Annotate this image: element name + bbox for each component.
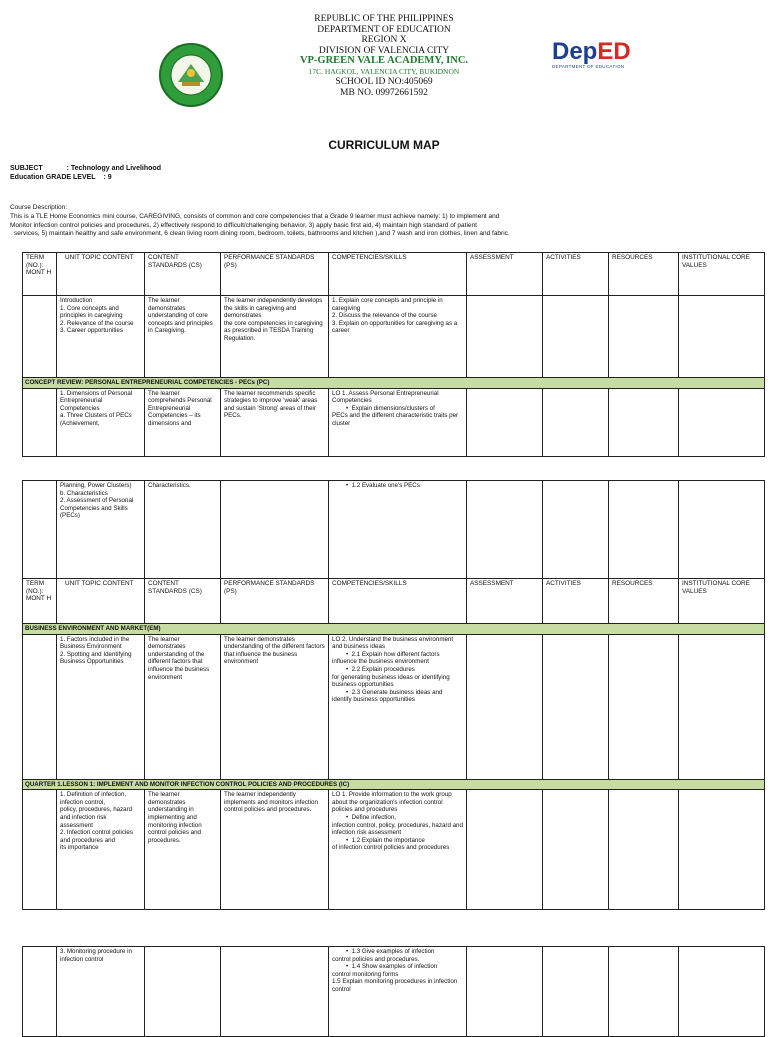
table-row [23,947,765,1037]
course-description [10,204,758,239]
course-desc-line: services, 5) maintain healthy and safe environment, 6 clean living room dining room, bedroom, toilets, bathrooms and kitchen ),and 7 wash and iron clothes, linen and fabric. [14,230,510,238]
col-activities: ACTIVITIES [543,253,609,296]
curriculum-table-3 [22,946,765,1037]
section-band: BUSINESS ENVIRONMENT AND MARKET(EM) [23,624,765,635]
col-unit: UNIT TOPIC CONTENT [57,253,145,296]
competency-cell: LO 1. Assess Personal Entrepreneurial Competencies • Explain dimensions/clusters of PECs and the different characteristic traits per cluster [329,388,467,456]
ps-cell: The learner demonstrates understanding of the different factors that influence the business environment [221,634,329,779]
col-assessment: ASSESSMENT [467,253,543,296]
unit-cell: 3. Monitoring procedure in infection control [57,947,145,1037]
unit-cell: 1. Dimensions of Personal Entrepreneurial Competencies a. Three Clusters of PECs (Achievement, [57,388,145,456]
col-term: TERM (NO.): MONT H [23,579,57,624]
col-assessment: ASSESSMENT [467,579,543,624]
ps-cell: The learner recommends specific strategies to improve ‘weak’ areas and sustain ‘Strong’ areas of their PECs. [221,388,329,456]
grade-line [10,173,112,182]
letterhead [0,14,768,98]
col-activities: ACTIVITIES [543,579,609,624]
section-band: QUARTER 1.LESSON 1: IMPLEMENT AND MONITOR INFECTION CONTROL POLICIES AND PROCEDURES (IC) [23,779,765,790]
curriculum-table-1 [22,252,765,457]
school-address: 17C. HAGKOL, VALENCIA CITY, BUKIDNON [308,66,460,76]
school-id: SCHOOL ID NO:405069 [335,77,433,87]
header-line: REPUBLIC OF THE PHILIPPINES [314,14,454,24]
course-desc-line: Monitor infection control policies and procedures, 2) effectively respond to difficult/challenging behavior, 3) apply basic first aid, 4) maintain high standard of patient [10,221,477,229]
table-row [23,634,765,779]
cs-cell: The learner demonstrates understanding of the different factors that influence the business environment [145,634,221,779]
course-desc-line: This is a TLE Home Economics mini course, CAREGIVING, consists of common and core competencies that a Grade 9 learner must achieve namely: 1) to implement and [10,212,500,220]
unit-cell: 1. Definition of infection, infection control, policy, procedures, hazard and infection risk assessment 2. Infection control policies and procedures and its importance [57,790,145,910]
col-ps: PERFORMANCE STANDARDS (PS) [221,579,329,624]
section-band: CONCEPT REVIEW: PERSONAL ENTREPRENEURIAL COMPETENCIES - PECs (PC) [23,378,765,389]
subject-label: SUBJECT [10,165,43,172]
mobile-number: MB NO. 09972661592 [340,87,428,98]
curriculum-table-2 [22,480,765,910]
col-cs: CONTENT STANDARDS (CS) [145,253,221,296]
school-seal-icon [158,42,224,108]
col-ps: PERFORMANCE STANDARDS (PS) [221,253,329,296]
cs-cell: The learner demonstrates understanding of core concepts and principles in Caregiving. [145,296,221,378]
competency-cell: LO 1. Provide information to the work group about the organization's infection control policies and procedures • Define infection, infection control, policy, procedures, hazard and infection risk assessment • 1.2 Explain the importance of infection control policies and procedures [329,790,467,910]
subject-line [10,164,161,173]
col-resources: RESOURCES [609,253,679,296]
unit-cell: Introduction 1. Core concepts and principles in caregiving 2. Relevance of the course 3. Career opportunities [57,296,145,378]
cs-cell: Characteristics. [145,481,221,579]
school-name: VP-GREEN VALE ACADEMY, INC. [299,55,469,66]
col-unit: UNIT TOPIC CONTENT [57,579,145,624]
col-core-values: INSTITUTIONAL CORE VALUES [679,579,765,624]
table-header-row [23,579,765,624]
competency-cell: • 1.2 Evaluate one's PECs [329,481,467,579]
page-title: CURRICULUM MAP [328,138,440,152]
table-row [23,481,765,579]
subject-value: : Technology and Livelihood [66,165,161,172]
competency-cell: LO 2. Understand the business environment and business ideas • 2.1 Explain how different factors influence the business environment • 2.2 Explain procedures for generating business ideas or identifying business opportunities • 2.3 Generate business ideas and identify business opportunities [329,634,467,779]
ps-cell: The learner independently implements and monitors infection control policies and procedures. [221,790,329,910]
deped-logo: DepED DEPARTMENT OF EDUCATION [552,38,631,69]
col-cs: CONTENT STANDARDS (CS) [145,579,221,624]
table-header-row [23,253,765,296]
col-core-values: INSTITUTIONAL CORE VALUES [679,253,765,296]
col-competencies: COMPETENCIES/SKILLS [329,579,467,624]
table-row [23,388,765,456]
table-row [23,296,765,378]
grade-value: : 9 [103,174,112,181]
col-competencies: COMPETENCIES/SKILLS [329,253,467,296]
unit-cell: Planning, Power Clusters) b. Characteristics 2. Assessment of Personal Competencies and Skills (PECs) [57,481,145,579]
col-term: TERM (NO.): MONT H [23,253,57,296]
grade-label: Education GRADE LEVEL [10,174,96,181]
header-line: DIVISION OF VALENCIA CITY [318,45,450,56]
unit-cell: 1. Factors included in the Business Environment 2. Spotting and Identifying Business Opportunities [57,634,145,779]
header-line: REGION X [361,35,407,45]
header-line: DEPARTMENT OF EDUCATION [317,24,451,35]
course-desc-label: Course Description: [10,204,68,211]
cs-cell: The learner comprehends Personal Entrepreneurial Competencies – its dimensions and [145,388,221,456]
ps-cell: The learner independently develops the skills in caregiving and demonstrates the core competencies in caregiving as prescribed in TESDA Training Regulation. [221,296,329,378]
cs-cell: The learner demonstrates understanding in implementing and monitoring infection control policies and procedures. [145,790,221,910]
col-resources: RESOURCES [609,579,679,624]
competency-cell: 1. Explain core concepts and principle in caregiving 2. Discuss the relevance of the course 3. Explain on opportunities for caregiving as a career [329,296,467,378]
competency-cell: • 1.3 Give examples of infection control policies and procedures. • 1.4 Show examples of infection control monitoring forms 1.5 Explain monitoring procedures in infection control [329,947,467,1037]
table-row [23,790,765,910]
